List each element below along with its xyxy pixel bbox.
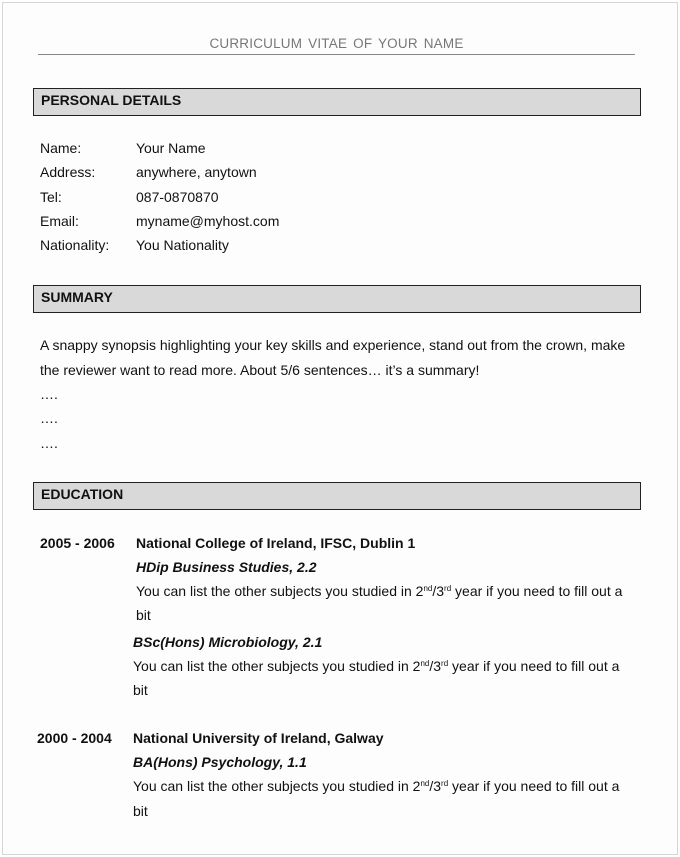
detail-label: Email: [40, 213, 79, 229]
note-text: /3 [429, 658, 442, 674]
education-institution: National College of Ireland, IFSC, Dublin 1 [136, 535, 416, 551]
page [2, 2, 678, 855]
detail-label: Address: [40, 164, 96, 180]
note-text: year if you need to fill out a [448, 778, 620, 794]
detail-value: myname@myhost.com [136, 213, 280, 229]
note-superscript: rd [444, 584, 452, 593]
note-text: /3 [432, 583, 445, 599]
education-note-line [133, 777, 619, 795]
education-note-wrap: bit [133, 803, 148, 819]
summary-placeholder-dots: …. [40, 435, 58, 451]
education-note-wrap: bit [136, 607, 151, 623]
detail-value: Your Name [136, 140, 206, 156]
education-institution: National University of Ireland, Galway [133, 730, 384, 746]
education-degree: HDip Business Studies, 2.2 [136, 559, 317, 575]
detail-label: Name: [40, 140, 82, 156]
detail-label: Nationality: [40, 237, 110, 253]
summary-placeholder-dots: …. [40, 386, 58, 402]
education-note-line [133, 657, 619, 675]
summary-text-line: the reviewer want to read more. About 5/6 sentences… it’s a summary! [40, 362, 480, 378]
note-text: You can list the other subjects you studied in 2 [136, 583, 424, 599]
note-superscript: rd [441, 779, 449, 788]
detail-value: 087-0870870 [136, 189, 219, 205]
education-years: 2005 - 2006 [40, 535, 115, 551]
note-text: You can list the other subjects you studied in 2 [133, 658, 421, 674]
detail-value: You Nationality [136, 237, 229, 253]
education-degree: BSc(Hons) Microbiology, 2.1 [133, 634, 323, 650]
note-superscript: nd [420, 779, 430, 788]
education-degree: BA(Hons) Psychology, 1.1 [133, 754, 307, 770]
summary-placeholder-dots: …. [40, 410, 58, 426]
section-heading-personal-details: PERSONAL DETAILS [33, 88, 641, 116]
education-note-wrap: bit [133, 682, 148, 698]
education-years: 2000 - 2004 [37, 730, 112, 746]
section-heading-summary: SUMMARY [33, 285, 641, 313]
detail-value: anywhere, anytown [136, 164, 257, 180]
note-superscript: nd [420, 659, 430, 668]
note-text: year if you need to fill out a [448, 658, 620, 674]
note-superscript: rd [441, 659, 449, 668]
note-superscript: nd [423, 584, 433, 593]
title-underline [38, 54, 635, 55]
note-text: /3 [429, 778, 442, 794]
section-heading-education: EDUCATION [33, 482, 641, 510]
note-text: You can list the other subjects you studied in 2 [133, 778, 421, 794]
summary-text-line: A snappy synopsis highlighting your key skills and experience, stand out from the crown, make [40, 337, 626, 353]
detail-label: Tel: [40, 189, 62, 205]
document-title: CURRICULUM VITAE OF YOUR NAME [209, 36, 464, 51]
education-note-line [136, 582, 622, 600]
note-text: year if you need to fill out a [451, 583, 623, 599]
